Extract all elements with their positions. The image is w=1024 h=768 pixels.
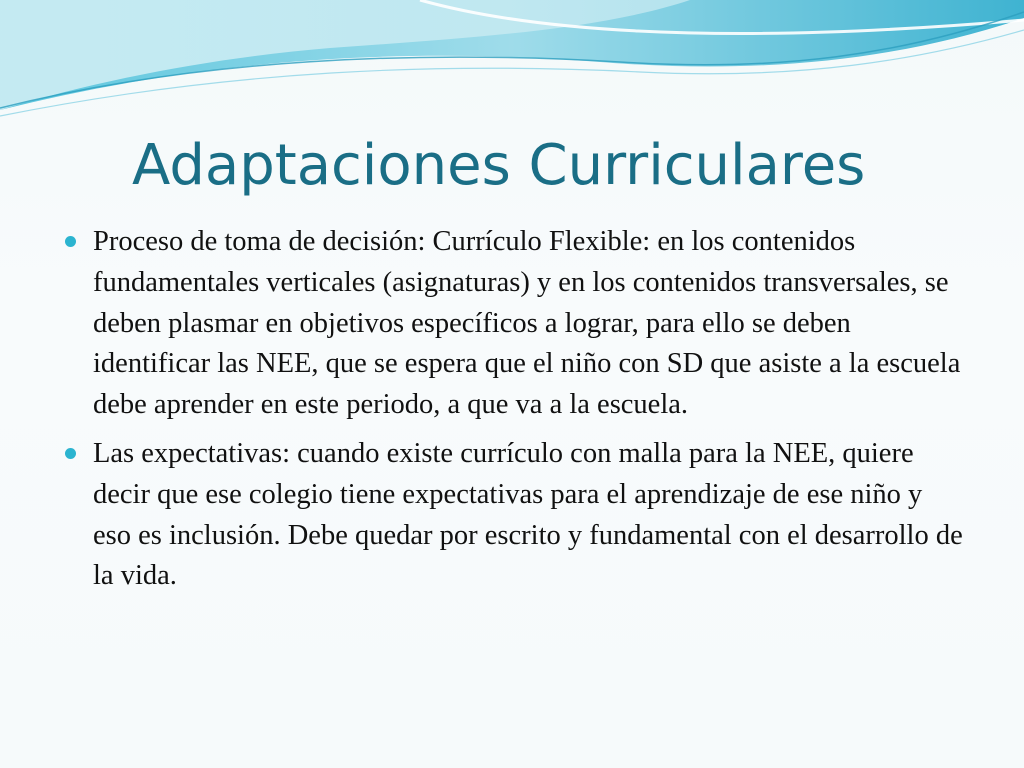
bullet-text: Proceso de toma de decisión: Currículo Flexible: en los contenidos fundamentales verticales (asignaturas) y en los contenidos transversales, se deben plasmar en objetivos específicos a lograr, para ello se deben identificar las NEE, que se espera que el niño con SD que asiste a la escuela debe aprender en este periodo, a que va a la escuela. <box>93 226 961 421</box>
bullet-text: Las expectativas: cuando existe currículo con malla para la NEE, quiere decir que ese colegio tiene expectativas para el aprendizaje de ese niño y eso es inclusión. Debe quedar por escrito y fundamental con el desarrollo de la vida. <box>93 437 963 592</box>
bullet-marker-icon <box>65 448 76 459</box>
bullet-item <box>64 222 964 426</box>
bullet-marker-icon <box>65 236 76 247</box>
slide-title: Adaptaciones Curriculares <box>132 133 866 198</box>
bullet-list <box>64 222 964 605</box>
bullet-item <box>64 434 964 597</box>
header-wave-decoration <box>0 0 1024 130</box>
